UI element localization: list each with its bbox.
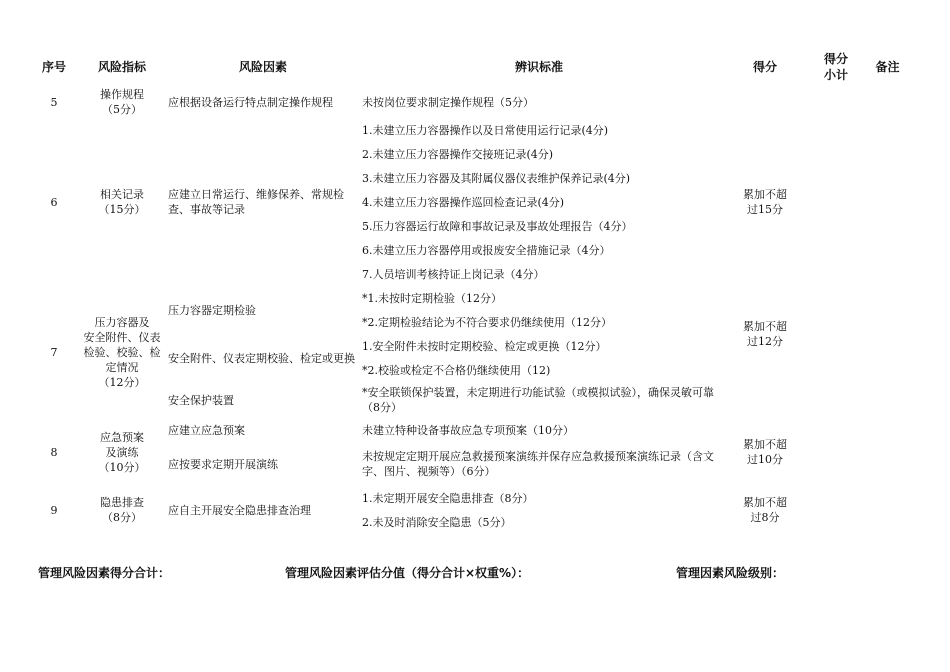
factor-cell: 应建立日常运行、维修保养、常规检查、事故等记录 xyxy=(168,188,344,216)
criteria-cell: 2.未建立压力容器操作交接班记录(4分) xyxy=(362,147,554,161)
seq-cell: 5 xyxy=(50,95,58,109)
criteria-cell: 未按规定定期开展应急救援预案演练并保存应急救援预案演练记录（含文字、图片、视频等）（6分） xyxy=(362,450,714,478)
subtotal-cell xyxy=(812,86,860,118)
score-cell: 累加不超 过15分 xyxy=(743,188,787,216)
criteria-cell: 未按岗位要求制定操作规程（5分） xyxy=(362,95,534,109)
criteria-cell: 5.压力容器运行故障和事故记录及事故处理报告（4分） xyxy=(362,219,633,233)
criteria-cell: *2.定期检验结论为不符合要求仍继续使用（12分） xyxy=(362,315,612,329)
score-cell: 累加不超 过8分 xyxy=(743,496,787,524)
indicator-cell: 压力容器及 安全附件、仪表 检验、校验、检 定情况 （12分） xyxy=(83,315,161,389)
header-score: 得分 xyxy=(752,59,777,74)
table-row xyxy=(30,286,915,310)
criteria-cell: 未建立特种设备事故应急专项预案（10分） xyxy=(362,423,574,437)
risk-table xyxy=(30,48,915,534)
remark-cell xyxy=(860,286,915,418)
criteria-cell: *安全联锁保护装置，未定期进行功能试验（或模拟试验），确保灵敏可靠（8分） xyxy=(362,386,714,414)
footer-eval-label: 管理风险因素评估分值（得分合计×权重%）： xyxy=(285,566,530,580)
indicator-cell: 操作规程 （5分） xyxy=(100,88,144,116)
remark-cell xyxy=(860,118,915,286)
criteria-cell: 1.未定期开展安全隐患排查（8分） xyxy=(362,491,534,505)
table-row xyxy=(30,118,915,142)
header-criteria: 辨识标准 xyxy=(514,59,563,74)
subtotal-cell xyxy=(812,118,860,286)
table-row xyxy=(30,86,915,118)
score-cell: 累加不超 过12分 xyxy=(743,320,787,348)
header-subtotal: 得分 小计 xyxy=(823,52,848,82)
criteria-cell: 1.安全附件未按时定期校验、检定或更换（12分） xyxy=(362,339,607,353)
seq-cell: 9 xyxy=(50,503,58,517)
subtotal-cell xyxy=(812,286,860,418)
remark-cell xyxy=(860,486,915,534)
footer-level-label: 管理因素风险级别： xyxy=(676,566,785,580)
remark-cell xyxy=(860,418,915,486)
criteria-cell: 2.未及时消除安全隐患（5分） xyxy=(362,515,512,529)
header-remark: 备注 xyxy=(875,59,900,74)
criteria-cell: 6.未建立压力容器停用或报废安全措施记录（4分） xyxy=(362,243,611,257)
header-seq: 序号 xyxy=(41,59,66,74)
factor-cell: 应自主开展安全隐患排查治理 xyxy=(168,503,311,517)
table-row xyxy=(30,418,915,442)
header-row xyxy=(30,48,915,86)
indicator-cell: 隐患排查 （8分） xyxy=(100,496,144,524)
criteria-cell: 4.未建立压力容器操作巡回检查记录(4分) xyxy=(362,195,565,209)
factor-cell: 压力容器定期检验 xyxy=(168,303,256,317)
subtotal-cell xyxy=(812,418,860,486)
criteria-cell: 3.未建立压力容器及其附属仪器仪表维护保养记录(4分) xyxy=(362,171,631,185)
remark-cell xyxy=(860,86,915,118)
seq-cell: 7 xyxy=(50,345,58,359)
seq-cell: 8 xyxy=(50,445,58,459)
footer-total-label: 管理风险因素得分合计： xyxy=(38,566,171,580)
indicator-cell: 相关记录 （15分） xyxy=(98,188,146,216)
criteria-cell: *2.校验或检定不合格仍继续使用（12) xyxy=(362,363,551,377)
indicator-cell: 应急预案 及演练 （10分） xyxy=(98,430,146,474)
header-indicator: 风险指标 xyxy=(97,59,146,74)
subtotal-cell xyxy=(812,486,860,534)
criteria-cell: 7.人员培训考核持证上岗记录（4分） xyxy=(362,267,545,281)
factor-cell: 应根据设备运行特点制定操作规程 xyxy=(168,95,333,109)
factor-cell: 应按要求定期开展演练 xyxy=(168,457,278,471)
score-cell xyxy=(718,382,812,418)
score-cell: 累加不超 过10分 xyxy=(743,438,787,466)
factor-cell: 安全保护装置 xyxy=(168,393,234,407)
factor-cell: 应建立应急预案 xyxy=(168,423,245,437)
criteria-cell: 1.未建立压力容器操作以及日常使用运行记录(4分) xyxy=(362,123,609,137)
header-factor: 风险因素 xyxy=(238,59,287,74)
criteria-cell: *1.未按时定期检验（12分） xyxy=(362,291,502,305)
score-cell xyxy=(718,86,812,118)
seq-cell: 6 xyxy=(50,195,58,209)
factor-cell: 安全附件、仪表定期校验、检定或更换 xyxy=(168,351,355,365)
table-row xyxy=(30,486,915,510)
